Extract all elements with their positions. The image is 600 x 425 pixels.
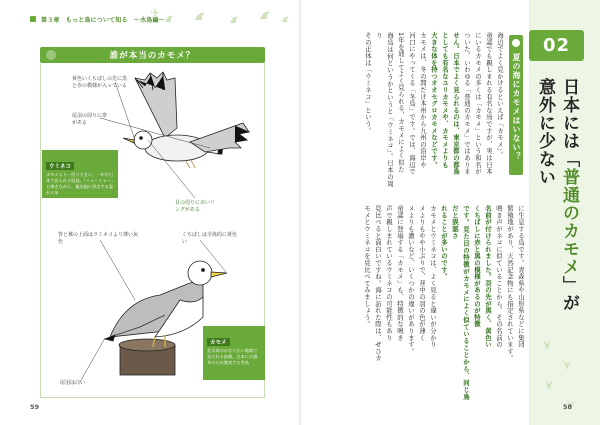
info-box-umineko-body: カモメより一回り大きい。一年中日本で見られる留鳥。「ミャーミャー」と鳴きながら、観光船に併走する姿が人気	[46, 172, 114, 195]
body-line-12: その正体は「ウミネコ」という。	[364, 32, 372, 134]
body-line-4: ついた、いわゆる「普通のカモメ」ではありま	[463, 32, 471, 175]
body-line-13: に生息する鳥です。青森県や山形県などに集団	[517, 205, 525, 348]
body-line-1: 海辺でよく見かけるといえば「カモメ」。	[496, 32, 504, 158]
left-page: 第３章 もっと鳥について知る 〜水鳥編〜 ✈ 誰が本当のカモメ？ 黄色いくちばしの先に黒と赤の模様が入っている 尾羽の周りに帯がある 目の周りに赤いリングがある 背と翼の上面はウミネコより薄い灰色 くちばしは全体的に黄色い 尾羽は白い ウミネコ カモメより一回り大きい。一年中日本で見られる留鳥。「ミャーミャー」と鳴きながら、観光船に併走する姿が人気 カモメ 北半球のかなり広い地域で見られる鳥類。日本には越冬のため渡来する冬鳥 59	[0, 0, 300, 425]
body-line-20: カモメとウミネコは、よく見ると違いが分かり	[429, 205, 437, 348]
body-line-21: メよりもやや小ぶりで、背中の羽の色が薄く	[418, 205, 426, 341]
callout-tail-white: 尾羽は白い	[60, 380, 86, 386]
body-line-3: にいるカモメの多くは「カモメ」という和名が	[474, 32, 482, 175]
section-number: 02	[542, 35, 571, 56]
callout-back-gray: 背と翼の上面はウミネコより薄い灰色	[58, 232, 139, 245]
section-title-part1: 日本には「	[559, 78, 579, 168]
body-line-6: としても有名なユリカモメや、カモメよりも	[441, 32, 449, 168]
right-page	[301, 0, 600, 425]
chapter-header-text: 第３章 もっと鳥について知る 〜水鳥編〜	[41, 16, 165, 24]
body-line-2: 童謡でも親しまれる有名な鳥ですが、実は日本	[485, 32, 493, 175]
body-line-9: 河口にやってくる「冬鳥」です。では、海辺で	[408, 32, 416, 175]
body-line-5: せん。日本でよく見られるのは、東京都の都鳥	[452, 32, 460, 175]
callout-eye-ring: 目の周りに赤いリングがある	[175, 200, 216, 213]
callout-tail-feathers: 尾羽の周りに帯がある	[72, 113, 108, 126]
section-title	[533, 78, 581, 328]
subheading: 夏の海にカモメはいない？	[509, 35, 523, 175]
body-line-26: モメとウミネコを見比べてみましょう。	[363, 205, 371, 328]
section-title-highlight: 普通のカモメ	[559, 168, 579, 276]
body-line-15: 鳴き声がネコに似ていることから、その名前の	[495, 205, 503, 348]
body-line-19: れることが多いのです。	[440, 205, 448, 280]
leaf-icon	[511, 38, 521, 48]
body-line-18: です。見た目の特徴がカモメによく似ていることから、同じ鳥だと誤認さ	[451, 205, 470, 400]
body-line-10: 1年を通してよく見られる、カモメによく似た	[397, 32, 405, 173]
body-line-8: カモメは、冬の間だけ本州から九州の沿岸や	[419, 32, 427, 168]
info-box-kamome	[203, 326, 265, 380]
info-box-umineko-title: ウミネコ	[46, 162, 74, 170]
page-number-right: 58	[563, 403, 573, 411]
body-text-upper	[345, 32, 505, 187]
callout-wing-tip: 黄色いくちばしの先に黒と赤の模様が入っている	[72, 76, 128, 89]
info-box-umineko	[42, 150, 118, 198]
callout-bill-yellow: くちばしは全体的に黄色い	[182, 232, 238, 245]
body-line-25: 見比べると面白いですね。海に訪れた際は、ぜひカ	[374, 205, 382, 362]
body-line-22: メよりも濃いなど、いくつかの違いがあります。	[407, 205, 415, 355]
body-line-7: 大きな体を持つオオセグロカモメなどです。	[430, 32, 438, 168]
info-box-kamome-body: 北半球のかなり広い地域で見られる鳥類。日本には越冬のため渡来する冬鳥	[207, 348, 258, 365]
section-number-box	[529, 30, 584, 61]
body-line-11: 海鳥は何というかというと「ウミネコ」。日本の周り	[375, 32, 394, 187]
body-text-lower	[306, 205, 526, 400]
section-title-part2: 」が意外に少ない	[535, 78, 579, 312]
body-line-17: くちばしに赤と黒の模様があるのが特徴	[473, 205, 481, 328]
body-line-24: 声で親しまれているウミネコの可能性もあり	[385, 205, 393, 341]
info-box-kamome-title: カモメ	[207, 338, 230, 346]
page-title: 誰が本当のカモメ？	[109, 51, 196, 61]
body-line-23: 童謡に登場する「カモメ」も、特徴的な鳴き	[396, 205, 404, 341]
body-line-14: 繁殖地があり、天然記念物にも指定されています。	[506, 205, 514, 362]
page-number-left: 59	[30, 403, 40, 411]
body-line-16: 名前が付けられました。羽の先が黒く、黄色い	[484, 205, 492, 348]
